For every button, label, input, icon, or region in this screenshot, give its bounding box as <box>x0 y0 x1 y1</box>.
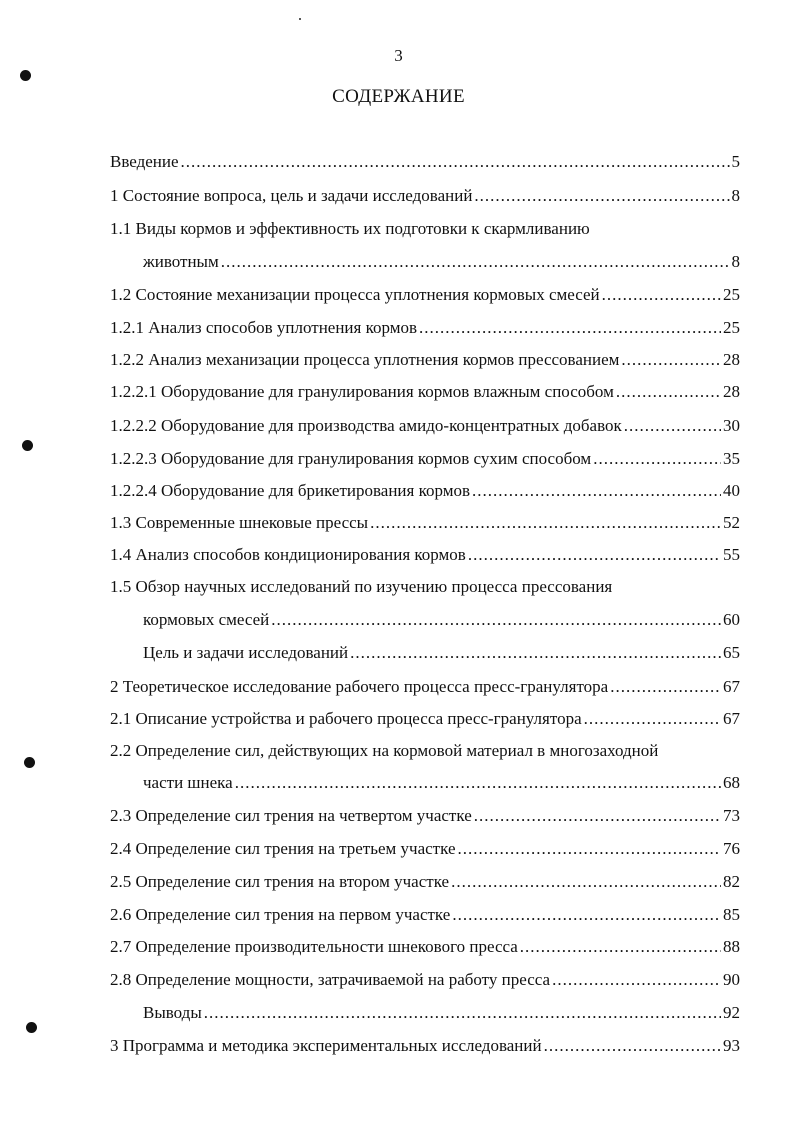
toc-entry-page: 52 <box>723 513 740 532</box>
toc-entry-page: 8 <box>731 252 740 271</box>
toc-entry[interactable] <box>110 416 740 436</box>
toc-entry-label: Введение <box>110 152 179 171</box>
toc-entry-label: 2.6 Определение сил трения на первом участке <box>110 905 451 924</box>
toc-entry-continuation: части шнека <box>143 773 233 792</box>
toc-entry-label: 1 Состояние вопроса, цель и задачи исследований <box>110 186 473 205</box>
toc-entry-label: 2.4 Определение сил трения на третьем участке <box>110 839 456 858</box>
toc-entry-label: Выводы <box>143 1003 202 1022</box>
toc-entry-page: 73 <box>723 806 740 825</box>
toc-entry[interactable] <box>110 905 740 925</box>
dot-leader <box>610 677 721 697</box>
toc-entry-page: 82 <box>723 872 740 891</box>
toc-entry-continuation: кормовых смесей <box>143 610 270 629</box>
toc-entry-page: 35 <box>723 449 740 468</box>
toc-entry[interactable] <box>110 481 740 501</box>
toc-entry-label: 2 Теоретическое исследование рабочего процесса пресс-гранулятора <box>110 677 609 696</box>
toc-entry-page: 67 <box>723 677 740 696</box>
toc-entry[interactable] <box>110 186 740 206</box>
toc-entry-label: 1.2.2.3 Оборудование для гранулирования кормов сухим способом <box>110 449 592 468</box>
toc-entry-label: 1.2.2.4 Оборудование для брикетирования кормов <box>110 481 471 500</box>
toc-entry-page: 25 <box>723 285 740 304</box>
toc-entry-page: 60 <box>723 610 740 629</box>
toc-entry[interactable] <box>110 152 740 172</box>
toc-entry[interactable] <box>110 839 740 859</box>
toc-entry-page: 88 <box>723 937 740 956</box>
toc-entry-page: 25 <box>723 318 740 337</box>
toc-entry-label: 3 Программа и методика экспериментальных исследований <box>110 1036 542 1055</box>
toc-entry[interactable] <box>110 513 740 533</box>
dot-leader <box>350 643 721 663</box>
dot-leader <box>474 186 729 206</box>
toc-entry-label: 1.4 Анализ способов кондиционирования кормов <box>110 545 466 564</box>
toc-entry[interactable] <box>110 449 740 469</box>
dot-leader <box>616 382 721 402</box>
toc-entry-label: 1.2.2 Анализ механизации процесса уплотнения кормов прессованием <box>110 350 620 369</box>
dot-leader <box>593 449 721 469</box>
dot-leader <box>370 513 721 533</box>
dot-leader <box>621 350 721 370</box>
toc-entry[interactable] <box>110 970 740 990</box>
toc-entry-label: 1.3 Современные шнековые прессы <box>110 513 369 532</box>
toc-entry[interactable] <box>110 382 740 402</box>
toc-entry[interactable] <box>110 350 740 370</box>
toc-entry-page: 40 <box>723 481 740 500</box>
toc-entry-label: 1.2 Состояние механизации процесса уплотнения кормовых смесей <box>110 285 600 304</box>
toc-entry-page: 85 <box>723 905 740 924</box>
toc-entry-label: 2.7 Определение производительности шнекового пресса <box>110 937 518 956</box>
toc-entry[interactable] <box>143 252 740 272</box>
toc-entry-page: 5 <box>731 152 740 171</box>
toc-entry[interactable] <box>110 709 740 729</box>
toc-entry-label: 2.8 Определение мощности, затрачиваемой на работу пресса <box>110 970 551 989</box>
toc-entry-label[interactable]: 2.2 Определение сил, действующих на кормовой материал в многозаходной <box>110 741 659 760</box>
dot-leader <box>520 937 721 957</box>
toc-entry-page: 30 <box>723 416 740 435</box>
toc-entry-page: 65 <box>723 643 740 662</box>
toc-entry[interactable] <box>110 937 740 957</box>
dot-leader <box>602 285 721 305</box>
toc-entry-label[interactable]: 1.1 Виды кормов и эффективность их подготовки к скармливанию <box>110 219 590 238</box>
toc-entry-label: Цель и задачи исследований <box>143 643 349 662</box>
dot-leader <box>584 709 721 729</box>
dot-leader <box>544 1036 721 1056</box>
dot-leader <box>552 970 721 990</box>
toc-entry-page: 90 <box>723 970 740 989</box>
toc-entry-page: 92 <box>723 1003 740 1022</box>
dot-leader <box>181 152 730 172</box>
toc-entry[interactable] <box>110 806 740 826</box>
dot-leader <box>458 839 722 859</box>
toc-entry-label: 1.2.1 Анализ способов уплотнения кормов <box>110 318 418 337</box>
toc-entry-label: 2.5 Определение сил трения на втором участке <box>110 872 450 891</box>
dot-leader <box>235 773 721 793</box>
toc-entry[interactable] <box>110 285 740 305</box>
toc-entry-page: 55 <box>723 545 740 564</box>
toc-entry[interactable] <box>110 1036 740 1056</box>
toc-entry-label: 1.2.2.2 Оборудование для производства амидо-концентратных добавок <box>110 416 622 435</box>
toc-entry-label[interactable]: 1.5 Обзор научных исследований по изучению процесса прессования <box>110 577 613 596</box>
dot-leader <box>419 318 721 338</box>
dot-leader <box>472 481 721 501</box>
toc-entry-page: 68 <box>723 773 740 792</box>
toc-entry[interactable] <box>110 677 740 697</box>
dot-leader <box>451 872 721 892</box>
dot-leader <box>271 610 721 630</box>
toc-entry-page: 67 <box>723 709 740 728</box>
dot-leader <box>452 905 721 925</box>
toc-entry[interactable] <box>143 610 740 630</box>
dot-leader <box>221 252 730 272</box>
toc-entry-label: 2.3 Определение сил трения на четвертом участке <box>110 806 472 825</box>
toc-entry-label: 2.1 Описание устройства и рабочего процесса пресс-гранулятора <box>110 709 582 728</box>
page-number: 3 <box>394 46 403 65</box>
dot-leader <box>204 1003 721 1023</box>
toc-entry[interactable] <box>143 1003 740 1023</box>
dot-leader <box>468 545 721 565</box>
toc-entry-page: 93 <box>723 1036 740 1055</box>
toc-entry-page: 28 <box>723 350 740 369</box>
toc-entry-label: 1.2.2.1 Оборудование для гранулирования кормов влажным способом <box>110 382 614 401</box>
toc-entry[interactable] <box>110 318 740 338</box>
toc-entry-page: 76 <box>723 839 740 858</box>
dot-leader <box>624 416 721 436</box>
toc-entry-page: 8 <box>731 186 740 205</box>
page-title: СОДЕРЖАНИЕ <box>332 86 465 107</box>
toc-entry[interactable] <box>143 643 740 663</box>
toc-entry[interactable] <box>110 872 740 892</box>
toc-entry-page: 28 <box>723 382 740 401</box>
dot-leader <box>474 806 721 826</box>
toc-entry[interactable] <box>143 773 740 793</box>
toc-entry-continuation: животным <box>143 252 219 271</box>
toc-entry[interactable] <box>110 545 740 565</box>
